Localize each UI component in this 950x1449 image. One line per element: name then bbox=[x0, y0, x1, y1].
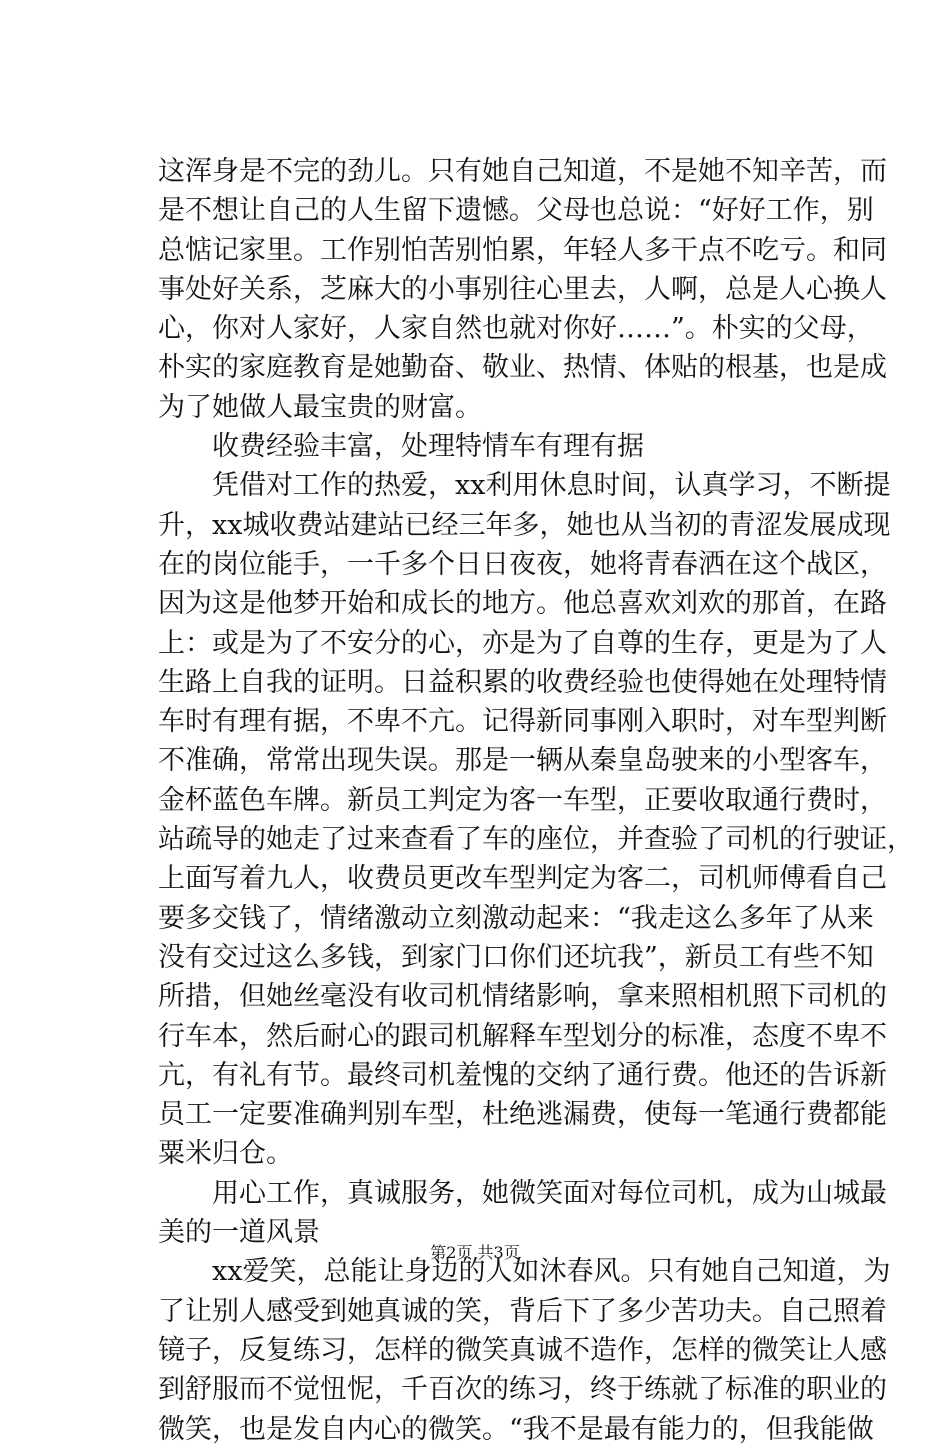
text-line: 站疏导的她走了过来查看了车的座位，并查验了司机的行驶证， bbox=[158, 824, 914, 856]
text-line: 心，你对人家好，人家自然也就对你好……”。朴实的父母， bbox=[158, 313, 874, 345]
text-line: 金杯蓝色车牌。新员工判定为客一车型，正要收取通行费时， bbox=[158, 784, 887, 816]
text-line: 粟米归仓。 bbox=[158, 1138, 293, 1170]
text-line: 美的一道风景 bbox=[158, 1217, 320, 1249]
text-line: 生路上自我的证明。日益积累的收费经验也使得她在处理特情 bbox=[158, 666, 887, 698]
text-line: 上面写着九人，收费员更改车型判定为客二，司机师傅看自己 bbox=[158, 863, 887, 895]
text-line: 朴实的家庭教育是她勤奋、敬业、热情、体贴的根基，也是成 bbox=[158, 352, 887, 384]
text-line: xx爱笑，总能让身边的人如沐春风。只有她自己知道，为 bbox=[212, 1256, 891, 1288]
text-line: 这浑身是不完的劲儿。只有她自己知道，不是她不知辛苦，而 bbox=[158, 156, 887, 187]
page-footer bbox=[0, 1242, 950, 1264]
text-line: 员工一定要准确判别车型，杜绝逃漏费，使每一笔通行费都能 bbox=[158, 1099, 887, 1131]
text-line: 不准确，常常出现失误。那是一辆从秦皇岛驶来的小型客车， bbox=[158, 745, 887, 777]
text-line: 总惦记家里。工作别怕苦别怕累，年轻人多干点不吃亏。和同 bbox=[158, 234, 887, 266]
text-line: 凭借对工作的热爱，xx利用休息时间，认真学习，不断提 bbox=[212, 470, 891, 502]
page-number-label: 第2页 共3页 bbox=[430, 1243, 520, 1262]
text-line: 到舒服而不觉忸怩，千百次的练习，终于练就了标准的职业的 bbox=[158, 1374, 887, 1406]
text-line: 没有交过这么多钱，到家门口你们还坑我”，新员工有些不知 bbox=[158, 941, 874, 973]
text-line: 在的岗位能手，一千多个日日夜夜，她将青春洒在这个战区， bbox=[158, 548, 887, 580]
text-line: 微笑，也是发自内心的微笑。“我不是最有能力的，但我能做 bbox=[158, 1413, 874, 1445]
text-line: 用心工作，真诚服务，她微笑面对每位司机，成为山城最 bbox=[212, 1177, 887, 1209]
text-line: 升，xx城收费站建站已经三年多，她也从当初的青涩发展成现 bbox=[158, 509, 891, 541]
text-line: 了让别人感受到她真诚的笑，背后下了多少苦功夫。自己照着 bbox=[158, 1295, 887, 1327]
text-line: 要多交钱了，情绪激动立刻激动起来：“我走这么多年了从来 bbox=[158, 902, 874, 934]
text-line: 亢，有礼有节。最终司机羞愧的交纳了通行费。他还的告诉新 bbox=[158, 1059, 887, 1091]
text-line: 事处好关系，芝麻大的小事别往心里去，人啊，总是人心换人 bbox=[158, 273, 887, 305]
text-line: 行车本，然后耐心的跟司机解释车型划分的标准，态度不卑不 bbox=[158, 1020, 887, 1052]
text-line: 是不想让自己的人生留下遗憾。父母也总说：“好好工作，别 bbox=[158, 195, 874, 227]
text-line: 镜子，反复练习，怎样的微笑真诚不造作，怎样的微笑让人感 bbox=[158, 1334, 887, 1366]
text-line: 因为这是他梦开始和成长的地方。他总喜欢刘欢的那首，在路 bbox=[158, 588, 887, 620]
text-line: 所措，但她丝毫没有收司机情绪影响，拿来照相机照下司机的 bbox=[158, 981, 887, 1013]
text-line: 车时有理有据，不卑不亢。记得新同事刚入职时，对车型判断 bbox=[158, 706, 887, 738]
text-line: 为了她做人最宝贵的财富。 bbox=[158, 391, 482, 423]
text-line: 收费经验丰富，处理特情车有理有据 bbox=[212, 431, 644, 463]
text-line: 上：或是为了不安分的心，亦是为了自尊的生存，更是为了人 bbox=[158, 627, 887, 659]
